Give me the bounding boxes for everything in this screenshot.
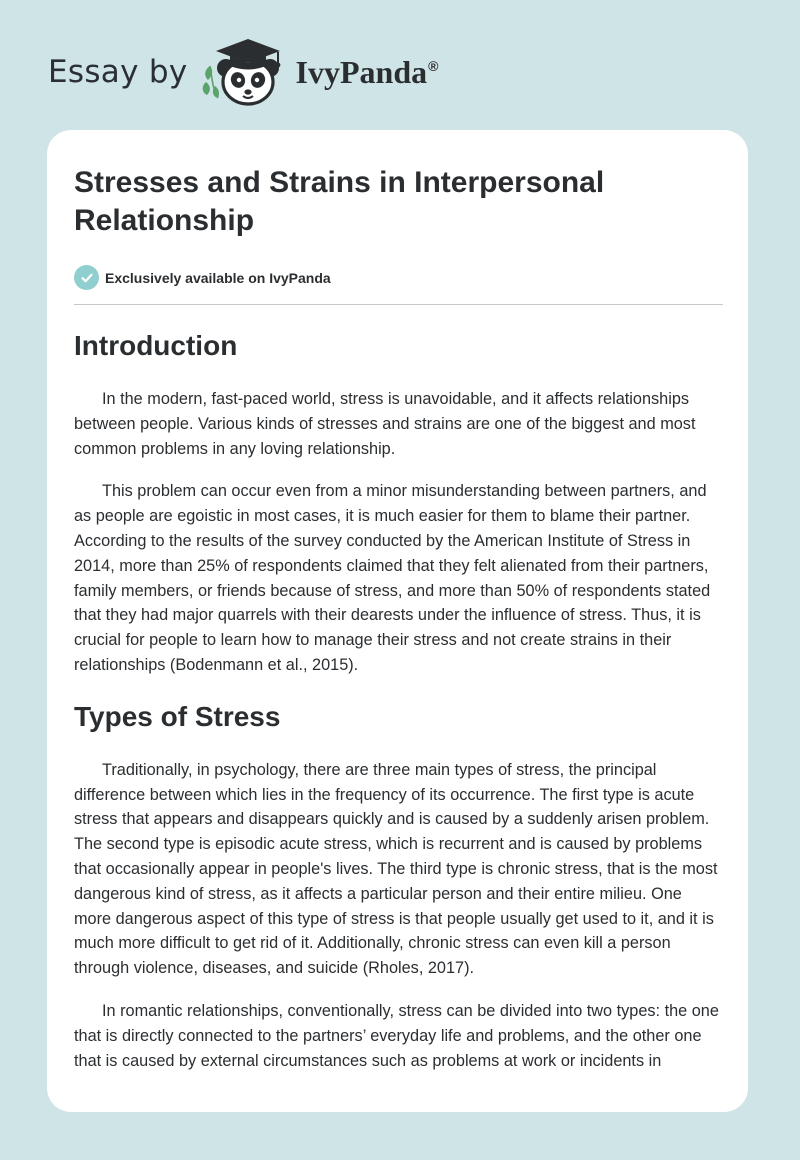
check-circle-icon [74, 265, 99, 290]
section-heading-introduction: Introduction [74, 330, 238, 361]
essay-title: Stresses and Strains in Interpersonal Relationship [74, 166, 605, 237]
brand-header[interactable] [48, 36, 438, 108]
essay-card [47, 130, 748, 1112]
essay-content [74, 164, 723, 1073]
brand-name: IvyPanda® [295, 54, 439, 90]
paragraph: Traditionally, in psychology, there are three main types of stress, the principal difference between which lies in the frequency of its occurrence. The first type is acute stress that appears and disappears quickly and is caused by a suddenly arisen problem. The second type is episodic acute stress, which is recurrent and is caused by problems that occasionally appear in people's lives. The third type is chronic stress, that is the most dangerous kind of stress, as it affects a particular person and their entire milieu. One more dangerous aspect of this type of stress is that people usually get used to it, and it is much more difficult to get rid of it. Additionally, chronic stress can even kill a person through violence, diseases, and suicide (Rholes, 2017). [74, 760, 718, 978]
exclusive-badge [74, 265, 723, 290]
paragraph: In the modern, fast-paced world, stress is unavoidable, and it affects relationships between people. Various kinds of stresses and strains are one of the biggest and most common problems in any loving relationship. [74, 390, 696, 458]
exclusive-label: Exclusively available on IvyPanda [105, 269, 331, 286]
brand-prefix: Essay by [48, 53, 188, 90]
registered-mark: ® [428, 58, 439, 75]
panda-graduation-cap-logo [202, 36, 294, 108]
paragraph: This problem can occur even from a minor misunderstanding between partners, and as people are egoistic in most cases, it is much easier for them to blame their partner. According to the results of the survey conducted by the American Institute of Stress in 2014, more than 25% of respondents claimed that they felt alienated from their partners, family members, or friends because of stress, and more than 50% of respondents stated that they had major quarrels with their dearests under the influence of stress. Thus, it is crucial for people to learn how to manage their stress and not create strains in their relationships (Bodenmann et al., 2015). [74, 482, 711, 674]
divider [74, 304, 723, 305]
paragraph: In romantic relationships, conventionally, stress can be divided into two types: the one that is directly connected to the partners’ everyday life and problems, and the other one that is caused by external circumstances such as problems at work or incidents in [74, 1001, 719, 1070]
section-heading-types-of-stress: Types of Stress [74, 700, 281, 732]
